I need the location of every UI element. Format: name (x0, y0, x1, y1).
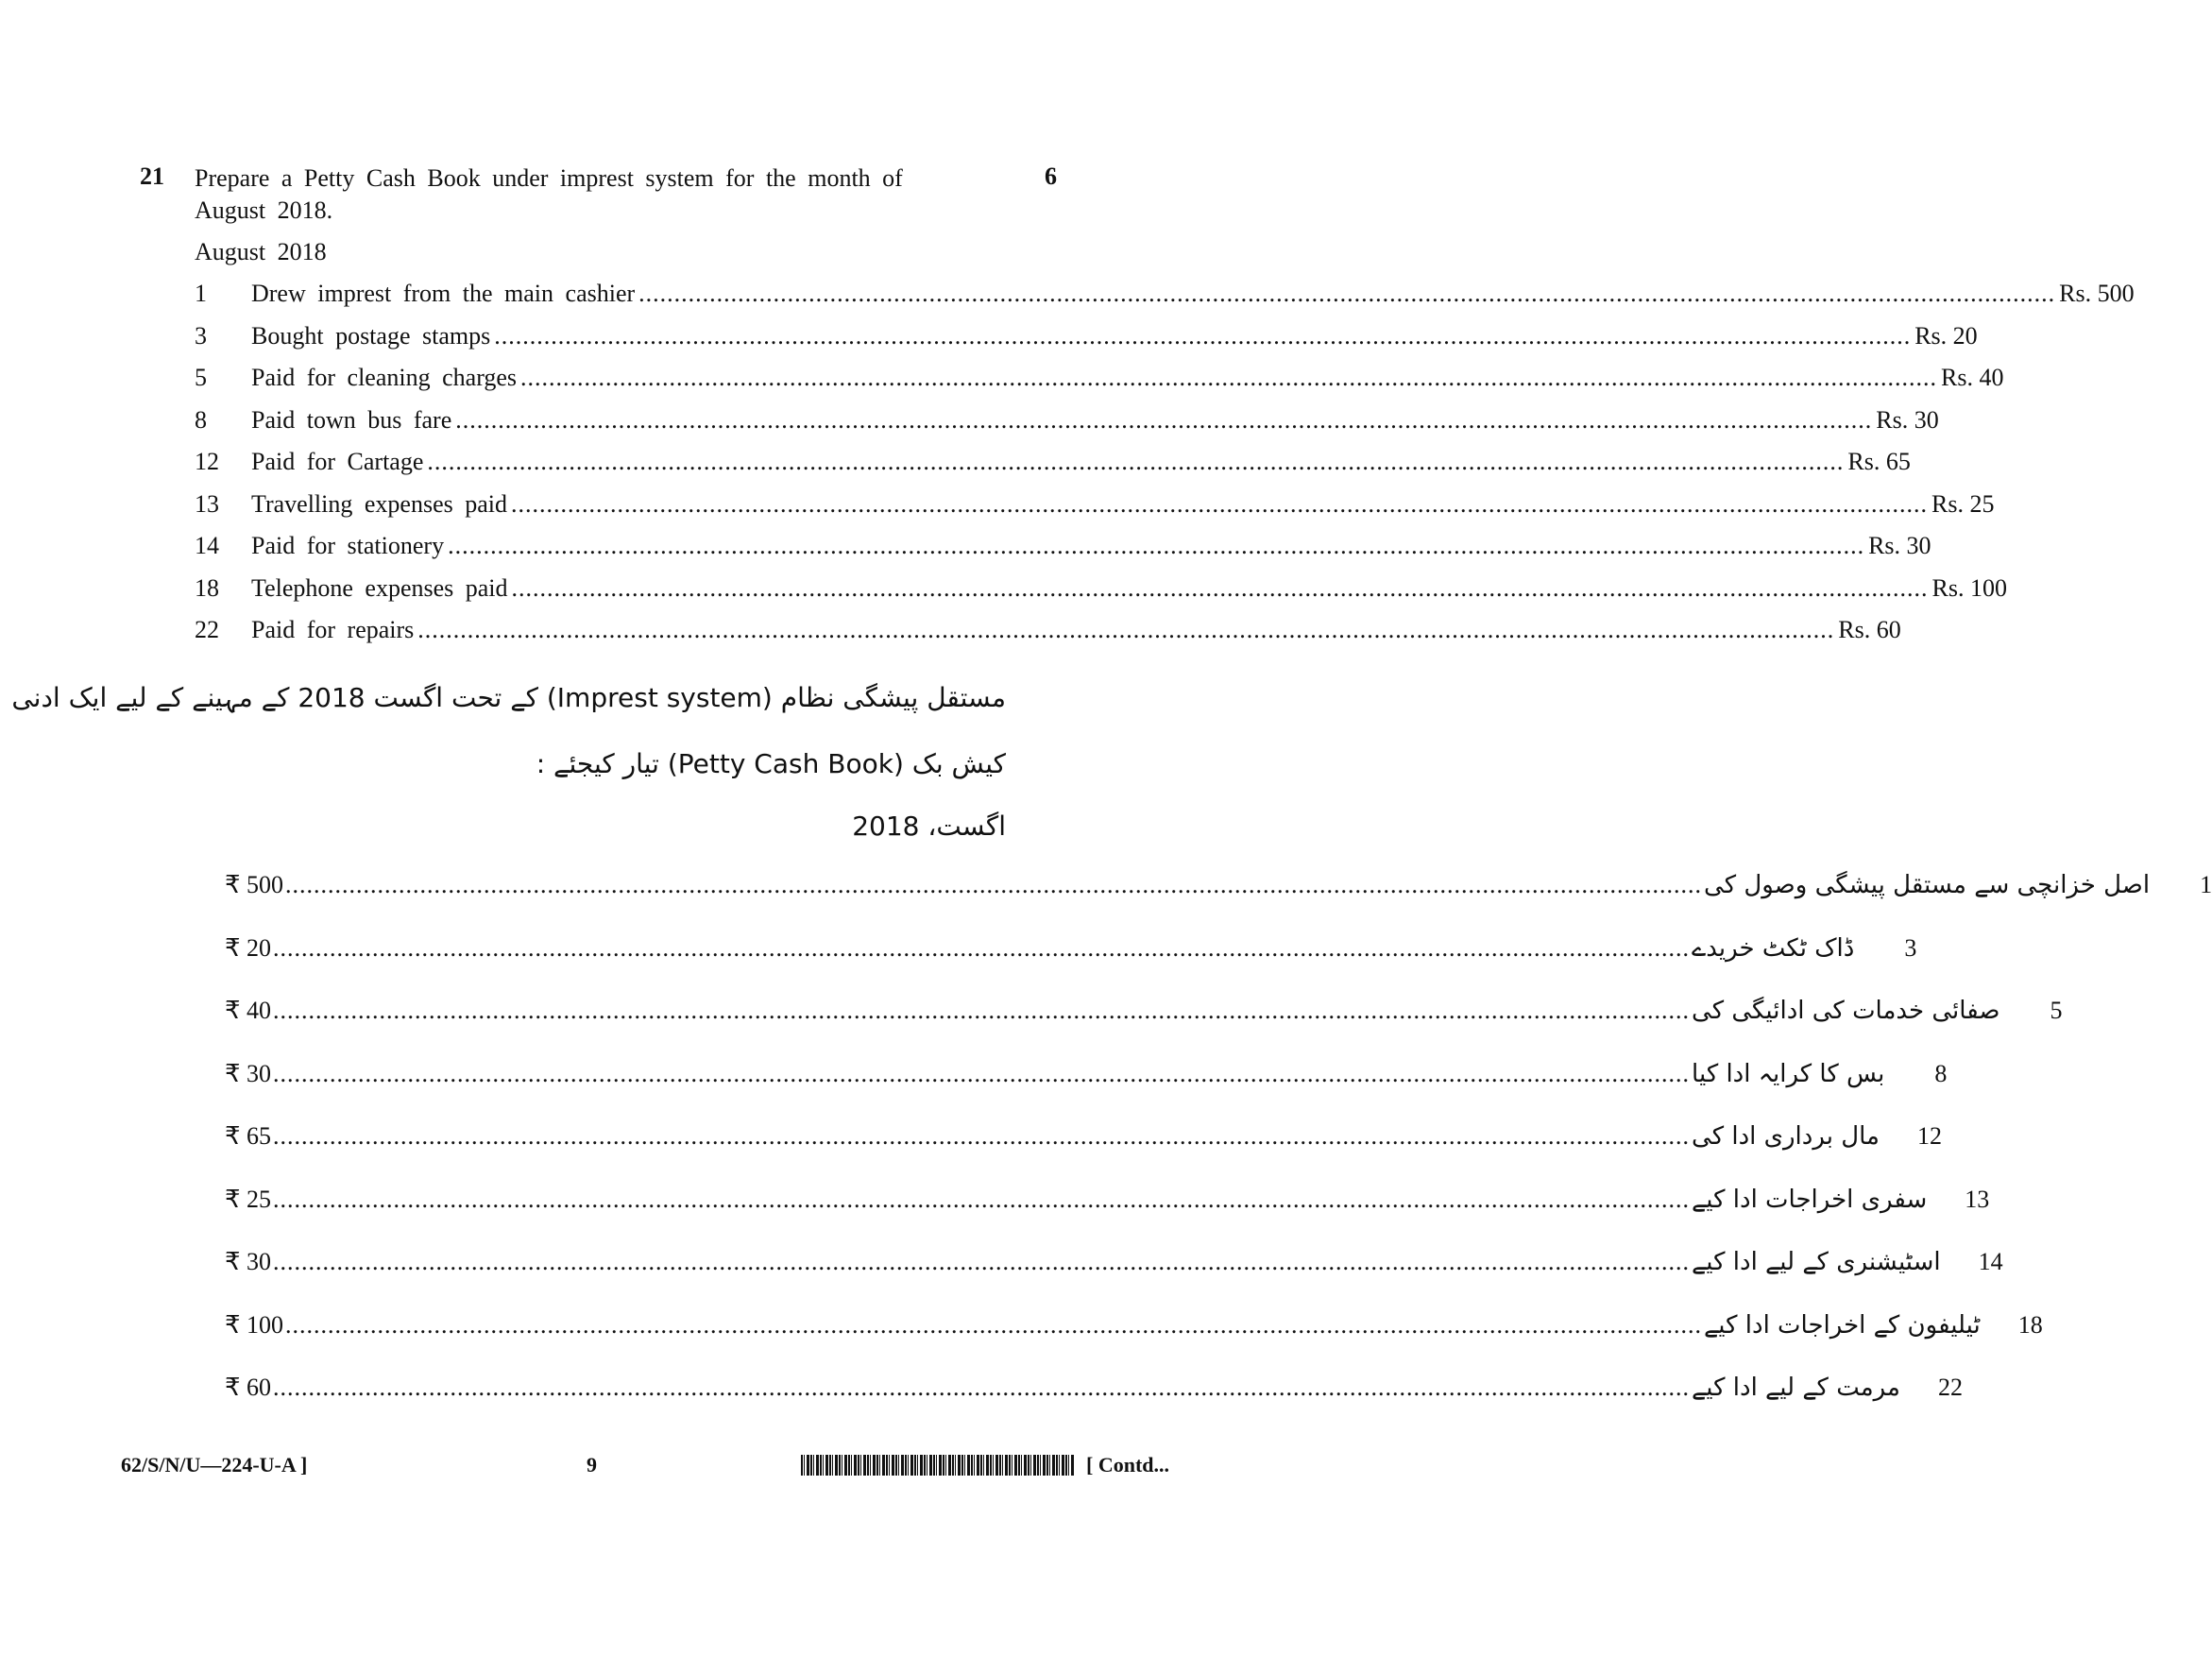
transaction-description: ٹیلیفون کے اخراجات ادا کیے (1704, 1310, 1981, 1340)
urdu-question-line-1: مستقل پیشگی نظام (Imprest system) کے تحت اگست 2018 کے مہینے کے لیے ایک ادنی (11, 682, 1006, 713)
transaction-description: اصل خزانچی سے مستقل پیشگی وصول کی (1704, 871, 2151, 899)
continued-label: [ Contd... (1086, 1453, 1170, 1477)
transaction-row (195, 489, 1995, 533)
transaction-day: 14 (1978, 1248, 2003, 1275)
leader-dots: ........................................................................................................................................................................................................ (520, 364, 1938, 391)
transaction-amount: ₹ 40 (225, 997, 272, 1024)
transaction-day: 18 (195, 573, 219, 602)
leader-dots: ........................................................................................................................................................................................................ (285, 1310, 1703, 1339)
leader-dots: ........................................................................................................................................................................................................ (448, 532, 1865, 559)
transaction-amount: ₹ 500 (225, 871, 284, 898)
transaction-amount: Rs. 60 (1838, 616, 1901, 643)
page-footer (121, 1453, 1170, 1481)
transaction-day: 1 (2200, 871, 2212, 898)
leader-dots: ........................................................................................................................................................................................................ (273, 933, 1691, 962)
question-number: 21 (140, 162, 164, 190)
urdu-transaction-row (225, 1374, 1963, 1437)
transaction-amount: ₹ 100 (225, 1310, 284, 1339)
question-text: Prepare a Petty Cash Book under imprest system for the month of August 2018. (195, 164, 903, 224)
transaction-amount: Rs. 20 (1914, 321, 1978, 350)
leader-dots: ........................................................................................................................................................................................................ (417, 616, 1835, 643)
urdu-transaction-row (225, 1248, 2003, 1311)
leader-dots: ........................................................................................................................................................................................................ (273, 1122, 1691, 1150)
transaction-row (195, 532, 1931, 574)
transaction-day: 1 (195, 280, 207, 307)
transaction-description: اسٹیشنری کے لیے ادا کیے (1692, 1248, 1941, 1276)
transaction-amount: ₹ 65 (225, 1122, 272, 1150)
transaction-row (195, 405, 1939, 449)
transaction-day: 3 (1904, 933, 1917, 962)
transaction-amount: Rs. 30 (1876, 405, 1939, 434)
transaction-amount: ₹ 20 (225, 933, 272, 962)
urdu-transaction-row (225, 933, 1917, 998)
transaction-description: Bought postage stamps (251, 321, 491, 350)
transaction-day: 12 (195, 448, 219, 475)
transaction-day: 12 (1916, 1122, 1942, 1150)
leader-dots: ........................................................................................................................................................................................................ (494, 321, 1912, 350)
transaction-description: Paid for stationery (251, 532, 445, 559)
transaction-day: 13 (1965, 1185, 1990, 1213)
transaction-amount: ₹ 25 (225, 1185, 272, 1213)
transaction-day: 13 (195, 489, 219, 518)
transaction-description: مال برداری ادا کی (1692, 1122, 1880, 1151)
leader-dots: ........................................................................................................................................................................................................ (273, 1185, 1691, 1213)
transaction-description: سفری اخراجات ادا کیے (1692, 1185, 1928, 1214)
transaction-description: ڈاک ٹکٹ خریدے (1692, 933, 1855, 963)
transaction-description: Travelling expenses paid (251, 489, 507, 518)
urdu-transaction-row (225, 1185, 1990, 1249)
question-marks: 6 (1045, 162, 1057, 190)
transaction-description: Paid town bus fare (251, 405, 452, 434)
urdu-question-line-2: کیش بک (Petty Cash Book) تیار کیجئے : (536, 748, 1006, 779)
transaction-amount: ₹ 30 (225, 1059, 272, 1087)
leader-dots: ........................................................................................................................................................................................................ (427, 448, 1845, 475)
transaction-description: Paid for repairs (251, 616, 415, 643)
transaction-amount: Rs. 65 (1847, 448, 1911, 475)
transaction-amount: Rs. 30 (1868, 532, 1931, 559)
transaction-day: 8 (1934, 1059, 1948, 1087)
transaction-description: مرمت کے لیے ادا کیے (1692, 1374, 1900, 1402)
transaction-amount: Rs. 40 (1941, 364, 2004, 391)
paper-code: 62/S/N/U—224-U-A ] (121, 1453, 308, 1477)
urdu-transaction-row (225, 1122, 1942, 1186)
transaction-amount: ₹ 30 (225, 1248, 272, 1275)
transaction-day: 5 (195, 364, 207, 391)
urdu-transaction-list (225, 871, 2212, 1437)
urdu-transaction-row (225, 997, 2063, 1060)
transaction-row (195, 321, 1978, 365)
transaction-description: Paid for Cartage (251, 448, 424, 475)
transaction-description: Paid for cleaning charges (251, 364, 518, 391)
leader-dots: ........................................................................................................................................................................................................ (273, 1059, 1691, 1087)
leader-dots: ........................................................................................................................................................................................................ (511, 573, 1929, 602)
transaction-description: بس کا کرایہ ادا کیا (1692, 1059, 1885, 1088)
leader-dots: ........................................................................................................................................................................................................ (638, 280, 2056, 307)
transaction-amount: Rs. 100 (1931, 573, 2007, 602)
leader-dots: ........................................................................................................................................................................................................ (455, 405, 1873, 434)
urdu-month-heading: اگست، 2018 (852, 811, 1006, 842)
transaction-day: 5 (2050, 997, 2063, 1024)
transaction-description: Telephone expenses paid (251, 573, 508, 602)
leader-dots: ........................................................................................................................................................................................................ (285, 871, 1703, 898)
transaction-amount: Rs. 25 (1931, 489, 1995, 518)
page-number: 9 (587, 1453, 597, 1477)
transaction-day: 8 (195, 405, 207, 434)
transaction-row (195, 573, 2007, 617)
english-transaction-list (195, 280, 2135, 658)
leader-dots: ........................................................................................................................................................................................................ (511, 489, 1928, 518)
urdu-transaction-row (225, 1310, 2043, 1374)
barcode-icon (801, 1455, 1075, 1476)
transaction-row (195, 448, 1911, 490)
urdu-transaction-row (225, 871, 2212, 934)
urdu-transaction-row (225, 1059, 1948, 1123)
month-heading: August 2018 (195, 238, 327, 265)
transaction-day: 22 (195, 616, 219, 643)
leader-dots: ........................................................................................................................................................................................................ (273, 1374, 1691, 1401)
transaction-row (195, 616, 1901, 658)
transaction-description: Drew imprest from the main cashier (251, 280, 636, 307)
transaction-description: صفائی خدمات کی ادائیگی کی (1692, 997, 2000, 1025)
leader-dots: ........................................................................................................................................................................................................ (273, 1248, 1691, 1275)
transaction-day: 18 (2017, 1310, 2043, 1339)
transaction-day: 22 (1937, 1374, 1963, 1401)
transaction-row (195, 364, 2004, 406)
transaction-day: 3 (195, 321, 207, 350)
transaction-day: 14 (195, 532, 219, 559)
transaction-amount: Rs. 500 (2059, 280, 2135, 307)
leader-dots: ........................................................................................................................................................................................................ (273, 997, 1691, 1024)
transaction-amount: ₹ 60 (225, 1374, 272, 1401)
transaction-row (195, 280, 2135, 322)
